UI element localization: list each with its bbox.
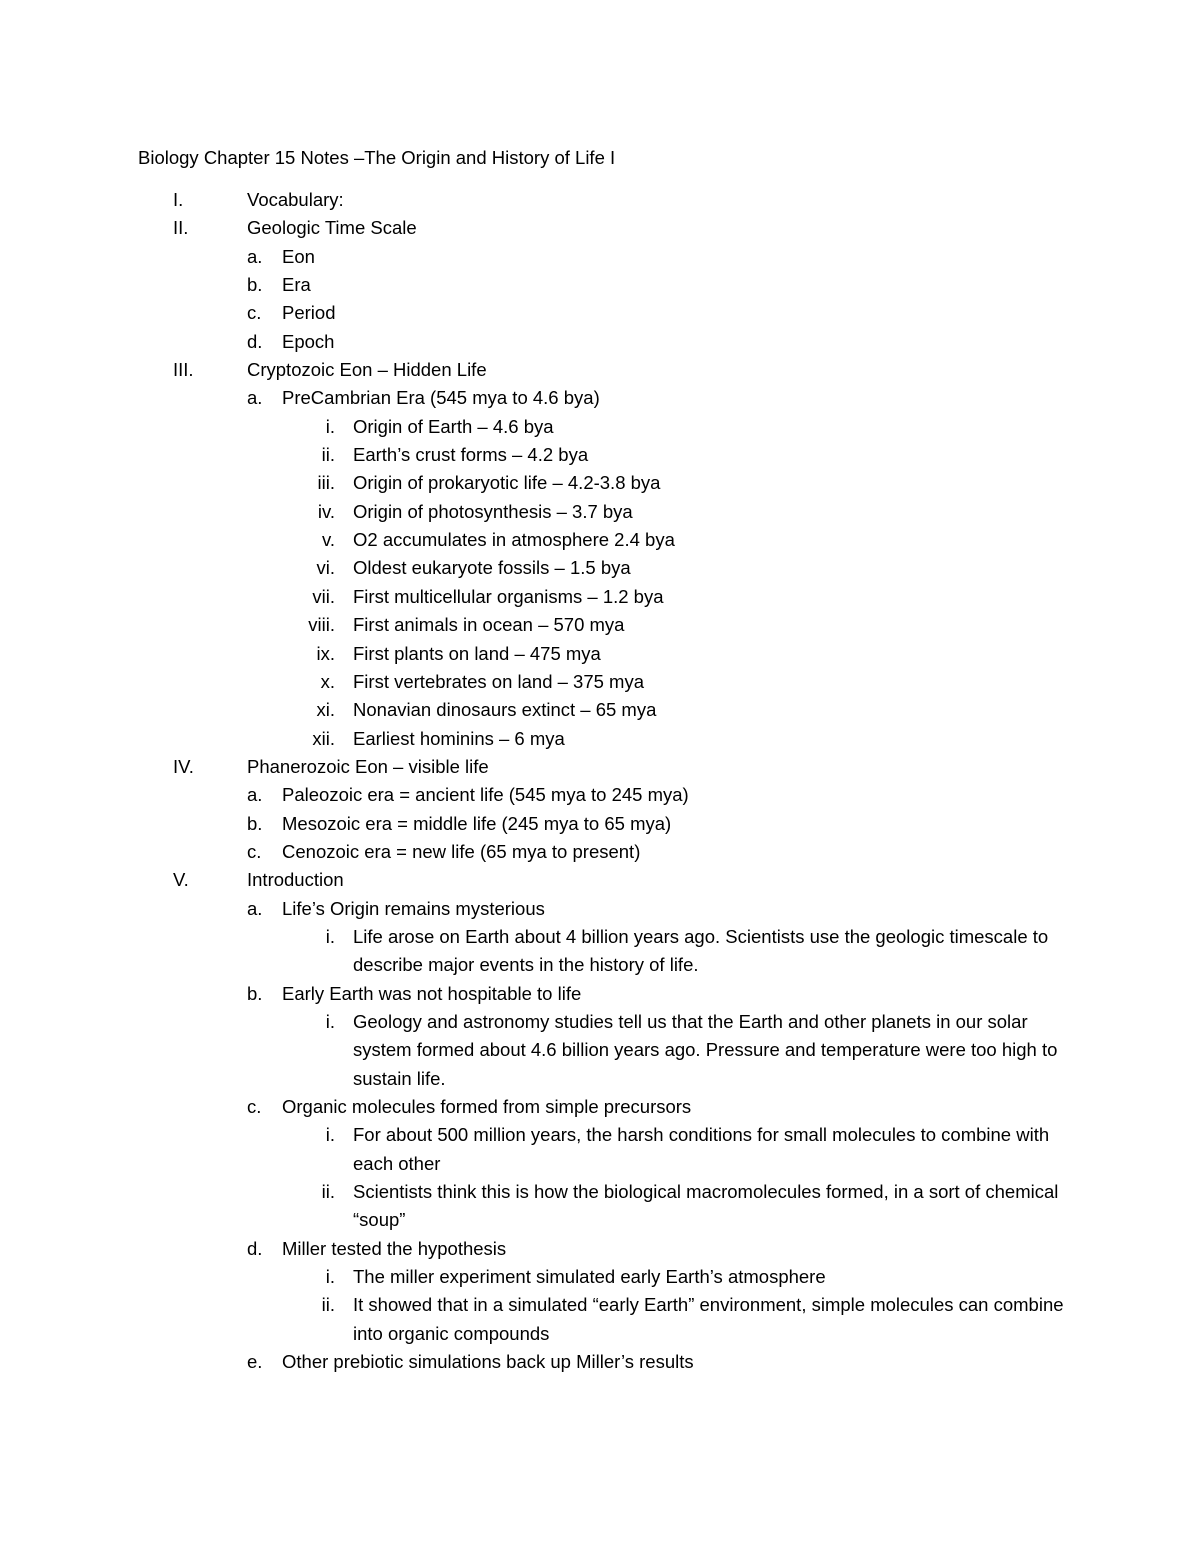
- outline-marker: x.: [320, 670, 335, 692]
- outline-marker: III.: [173, 359, 194, 381]
- outline-item-level-2: [0, 271, 1200, 299]
- outline-marker: IV.: [173, 755, 194, 777]
- outline-marker: ii.: [321, 1294, 335, 1316]
- outline-text: Earliest hominins – 6 mya: [353, 727, 565, 749]
- outline-marker: xi.: [316, 699, 335, 721]
- outline-text: First plants on land – 475 mya: [353, 642, 601, 664]
- outline-item-level-3: [0, 668, 1200, 696]
- outline-item-level-3: [0, 1178, 1200, 1235]
- outline-item-level-3: [0, 469, 1200, 497]
- outline-item-level-2: [0, 810, 1200, 838]
- outline-marker: i.: [325, 925, 335, 947]
- outline-marker: d.: [247, 1237, 263, 1259]
- outline-item-level-3: [0, 725, 1200, 753]
- outline-item-level-3: [0, 413, 1200, 441]
- outline-item-level-2: [0, 980, 1200, 1008]
- outline-text: O2 accumulates in atmosphere 2.4 bya: [353, 529, 675, 551]
- outline-marker: i.: [325, 1124, 335, 1146]
- outline-marker: a.: [247, 784, 263, 806]
- outline-text: Cenozoic era = new life (65 mya to present): [282, 840, 641, 862]
- outline-text: It showed that in a simulated “early Earth” environment, simple molecules can combine into organic compounds: [353, 1294, 1064, 1344]
- outline-text: Origin of Earth – 4.6 bya: [353, 415, 554, 437]
- outline-text: Eon: [282, 245, 315, 267]
- outline-marker: c.: [247, 840, 262, 862]
- outline-marker: iii.: [317, 472, 335, 494]
- outline-marker: I.: [173, 189, 184, 210]
- outline-text: Life’s Origin remains mysterious: [282, 897, 545, 919]
- outline-marker: b.: [247, 812, 263, 834]
- outline-text: Miller tested the hypothesis: [282, 1237, 507, 1259]
- outline-marker: a.: [247, 897, 263, 919]
- outline-marker: vi.: [316, 557, 335, 579]
- outline-text: Epoch: [282, 330, 335, 352]
- outline-marker: i.: [325, 415, 335, 437]
- outline-marker: d.: [247, 330, 263, 352]
- outline-text: Organic molecules formed from simple precursors: [282, 1096, 692, 1117]
- outline-text: Mesozoic era = middle life (245 mya to 65 mya): [282, 812, 672, 834]
- outline-item-level-3: [0, 441, 1200, 469]
- outline-text: Scientists think this is how the biological macromolecules formed, in a sort of chemical “soup”: [353, 1181, 1059, 1231]
- outline-text: Geologic Time Scale: [247, 217, 417, 239]
- outline-item-level-2: [0, 328, 1200, 356]
- outline-text: First animals in ocean – 570 mya: [353, 614, 625, 636]
- outline-text: PreCambrian Era (545 mya to 4.6 bya): [282, 387, 600, 409]
- outline-text: Introduction: [247, 869, 344, 891]
- outline-marker: V.: [173, 869, 189, 891]
- outline-item-level-1: [0, 753, 1200, 781]
- outline-text: Vocabulary:: [247, 189, 344, 210]
- outline-marker: iv.: [317, 500, 335, 522]
- outline-item-level-1: [0, 866, 1200, 894]
- outline-item-level-2: [0, 838, 1200, 866]
- outline-text: Era: [282, 274, 311, 296]
- outline-item-level-2: [0, 781, 1200, 809]
- outline-marker: vii.: [312, 585, 335, 607]
- outline-text: Geology and astronomy studies tell us that the Earth and other planets in our solar system formed about 4.6 billion years ago. Pressure and temperature were too high to sustain life.: [353, 1010, 1058, 1089]
- outline-marker: e.: [247, 1351, 263, 1373]
- outline-text: Period: [282, 302, 336, 324]
- outline-item-level-2: [0, 1093, 1200, 1121]
- outline-marker: i.: [325, 1266, 335, 1288]
- outline-text: First vertebrates on land – 375 mya: [353, 670, 645, 692]
- outline-item-level-3: [0, 611, 1200, 639]
- outline-marker: c.: [247, 1096, 262, 1117]
- outline-text: Phanerozoic Eon – visible life: [247, 755, 489, 777]
- outline-text: Earth’s crust forms – 4.2 bya: [353, 444, 589, 466]
- outline-marker: b.: [247, 274, 263, 296]
- outline-marker: a.: [247, 245, 263, 267]
- outline-item-level-3: [0, 554, 1200, 582]
- outline-text: Life arose on Earth about 4 billion years ago. Scientists use the geologic timescale to describe major events in the history of life.: [353, 925, 1049, 976]
- outline-item-level-2: [0, 1235, 1200, 1263]
- outline-text: First multicellular organisms – 1.2 bya: [353, 585, 664, 607]
- outline-item-level-3: [0, 923, 1200, 980]
- outline-text: Other prebiotic simulations back up Miller’s results: [282, 1351, 694, 1373]
- outline-marker: xii.: [312, 727, 335, 749]
- outline-text: Paleozoic era = ancient life (545 mya to 245 mya): [282, 784, 689, 806]
- outline-item-level-3: [0, 583, 1200, 611]
- outline-marker: v.: [321, 529, 335, 551]
- outline-item-level-3: [0, 1291, 1200, 1348]
- outline-text: The miller experiment simulated early Earth’s atmosphere: [353, 1266, 826, 1288]
- outline-item-level-3: [0, 526, 1200, 554]
- outline-text: Origin of prokaryotic life – 4.2-3.8 bya: [353, 472, 661, 494]
- outline-marker: ii.: [321, 1181, 335, 1203]
- page-title: Biology Chapter 15 Notes –The Origin and History of Life I: [138, 147, 616, 168]
- outline-text: Cryptozoic Eon – Hidden Life: [247, 359, 487, 381]
- outline-text: Oldest eukaryote fossils – 1.5 bya: [353, 557, 631, 579]
- outline-item-level-2: [0, 895, 1200, 923]
- outline-marker: ii.: [321, 444, 335, 466]
- outline-marker: i.: [325, 1010, 335, 1032]
- outline-item-level-3: [0, 696, 1200, 724]
- outline-text: Origin of photosynthesis – 3.7 bya: [353, 500, 633, 522]
- outline-text: Early Earth was not hospitable to life: [282, 982, 582, 1004]
- outline-item-level-2: [0, 243, 1200, 271]
- outline-item-level-2: [0, 384, 1200, 412]
- outline-item-level-3: [0, 498, 1200, 526]
- outline-item-level-1: [0, 214, 1200, 242]
- outline-text: Nonavian dinosaurs extinct – 65 mya: [353, 699, 657, 721]
- outline-marker: ix.: [316, 642, 335, 664]
- outline-text: For about 500 million years, the harsh conditions for small molecules to combine with each other: [353, 1124, 1050, 1174]
- outline-item-level-2: [0, 299, 1200, 327]
- outline-item-level-3: [0, 640, 1200, 668]
- outline-item-level-3: [0, 1008, 1200, 1093]
- outline-item-level-1: [0, 186, 1200, 214]
- outline-item-level-3: [0, 1121, 1200, 1178]
- outline-marker: a.: [247, 387, 263, 409]
- outline-marker: b.: [247, 982, 263, 1004]
- outline-item-level-1: [0, 356, 1200, 384]
- outline-marker: c.: [247, 302, 262, 324]
- outline-marker: II.: [173, 217, 189, 239]
- notes-outline: [0, 186, 1200, 1376]
- outline-item-level-3: [0, 1263, 1200, 1291]
- outline-item-level-2: [0, 1348, 1200, 1376]
- outline-marker: viii.: [308, 614, 335, 636]
